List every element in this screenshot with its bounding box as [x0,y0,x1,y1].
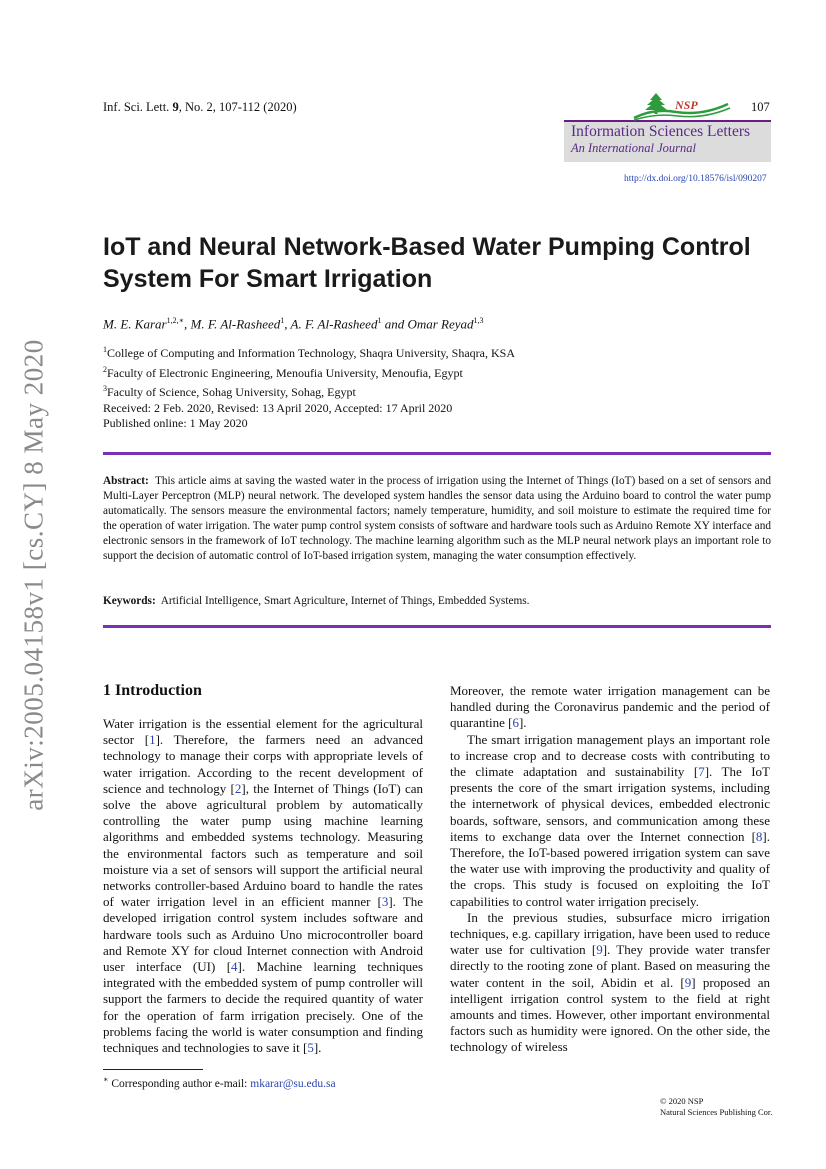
affiliation-number: 1 [103,345,107,354]
paragraph-text: ]. [313,1040,322,1056]
citation-link[interactable]: 7 [698,764,705,780]
paragraph-text: ]. [518,715,527,731]
keywords [103,595,529,607]
citation-link[interactable]: 8 [755,828,763,844]
author-affiliation-marker: 1 [280,316,285,325]
citation-link[interactable]: 6 [512,715,519,731]
citation-link[interactable]: 9 [596,942,603,958]
received-dates: Received: 2 Feb. 2020, Revised: 13 April 2020, Accepted: 17 April 2020 [103,401,453,415]
paragraph-text: ] proposed an intelligent irrigation control system to the field at right amounts and times. However, other important environmental factors such as humidity were ignored. On the other side, the technology of wireless [450,974,770,1055]
copyright-line: © 2020 NSP [660,1096,704,1106]
divider-top [103,452,771,455]
arxiv-id: arXiv:2005.04158v1 [cs.CY] 8 May 2020 [18,339,49,811]
paragraph-text: ]. They provide water transfer directly to the rooting zone of plant. Based on measuring the water content in the soil, Abidin et al. [ [450,942,770,990]
affiliation-text: Faculty of Electronic Engineering, Menoufia University, Menoufia, Egypt [107,365,463,380]
author-name: M. F. Al-Rasheed [190,316,281,332]
author-separator: , [284,316,291,332]
paragraph-text: ]. The IoT presents the core of the smart irrigation systems, including the internetwork of physical devices, embedded electronic boards, software, sensors, and communication among these items to exchange data over the Internet connection [ [450,764,770,844]
abstract-text: This article aims at saving the wasted water in the process of irrigation using the Internet of Things (IoT) based on a set of sensors and Multi-Layer Perceptron (MLP) neural network. The developed system handles the sensor data using the Arduino board to control the water pump automatically. The sensors measure the environmental factors; namely temperature, humidity, and soil moisture to estimate the required time for the operation of water irrigation. The water pump control system consists of software and hardware tools such as Arduino Remote XY interface and electronic sensors in the framework of IoT technology. The machine learning algorithm such as the MLP neural network plays an important role to support the decision of automatic control of IoT-based irrigation system, managing the water consumption effectively. [103,475,771,563]
paragraph-text: ]. Machine learning techniques integrated with the embedded system of pump controller will support the farmers to decide the required quantity of water for the operation of farm irrigation precisely. One of the problems facing the world is water consumption and finding techniques and technologies to save it [ [103,959,424,1056]
nsp-logo [632,90,732,122]
author-name: Omar Reyad [407,316,474,332]
corresponding-email-link[interactable]: mkarar@su.edu.sa [250,1077,336,1090]
paragraph-text: In the previous studies, subsurface micro irrigation techniques, e.g. capillary irrigation, have been used to reduce water use for cultivation [ [450,909,770,958]
publication-dates [103,401,452,431]
footnote [103,1075,336,1090]
right-column [450,683,770,1056]
citation-link[interactable]: 3 [381,894,389,910]
paragraph [450,683,770,732]
abstract-label: Abstract: [103,475,149,487]
affiliation-number: 2 [103,364,107,374]
doi-link[interactable]: http://dx.doi.org/10.18576/isl/090207 [624,174,767,184]
paragraph-text: ]. Therefore, the IoT-based powered irrigation system can save the water use with improving the productivity and quality of the crops. This study is focused on exploiting the IoT capabilities to control water irrigation precisely. [450,828,770,909]
citation-link[interactable]: 2 [234,780,242,796]
journal-ref-suffix: , No. 2, 107-112 (2020) [178,100,297,114]
journal-volume: 9 [172,100,179,114]
affiliation-item [103,362,515,382]
left-column [103,716,423,1056]
paragraph-text: ]. Therefore, the farmers need an advanced technology to manage their corps with appropriate levels of water irrigation. According to the recent development of science and technology [ [103,732,423,796]
author-affiliation-marker: 1 [377,316,382,325]
section-heading: 1 Introduction [103,682,202,699]
paragraph-text: The smart irrigation management plays an important role to increase crop and to decrease costs with contributing to the climate adaptation and sustainability [ [450,731,770,780]
published-online: Published online: 1 May 2020 [103,416,248,430]
journal-reference [103,100,297,115]
journal-name: Information Sciences Letters [571,123,751,140]
footnote-label: Corresponding author e-mail: [108,1077,251,1090]
affiliation-item [103,342,515,362]
abstract [103,474,771,565]
author-list [103,316,484,332]
citation-link[interactable]: 5 [307,1040,314,1056]
svg-text:NSP: NSP [675,98,698,112]
journal-subtitle: An International Journal [571,141,696,155]
affiliation-text: College of Computing and Information Technology, Shaqra University, Shaqra, KSA [107,346,515,360]
paragraph-text: Moreover, the remote water irrigation management can be handled during the Coronavirus pandemic and the period of quarantine [ [450,683,770,731]
paragraph [450,732,770,910]
footnote-marker: ∗ [103,1075,109,1084]
journal-ref-prefix: Inf. Sci. Lett. [103,100,173,114]
page-number: 107 [751,100,770,114]
footnote-rule [103,1069,203,1070]
affiliation-list [103,342,515,401]
publisher-line: Natural Sciences Publishing Cor. [660,1107,773,1117]
author-affiliation-marker: 1,3 [473,316,484,325]
keywords-text: Artificial Intelligence, Smart Agriculture, Internet of Things, Embedded Systems. [160,595,530,607]
paragraph-text: ], the Internet of Things (IoT) can solve the above agricultural problem by automatically controlling the water pump using machine learning algorithms and embedded systems technology. Measuring the environmental factors such as temperature and soil moisture via a set of sensors will support the artificial neural networks controller-based Arduino board to handle the rates of water irrigation level in an efficient manner [ [103,780,423,910]
citation-link[interactable]: 4 [231,959,238,975]
paragraph-text: Water irrigation is the essential element for the agricultural sector [ [103,716,423,748]
citation-link[interactable]: 1 [149,732,156,748]
author-name: A. F. Al-Rasheed [290,316,378,332]
paper-title: IoT and Neural Network-Based Water Pumping Control System For Smart Irrigation [103,233,751,293]
author-affiliation-marker: 1,2,∗ [166,316,184,325]
citation-link[interactable]: 9 [684,974,692,990]
author-separator: , [184,316,191,332]
paragraph-text: ]. The developed irrigation control system includes software and hardware tools such as Arduino Uno microcontroller board and Remote XY for cloud Internet connection with Android user interface (UI) [ [103,894,423,975]
paragraph [450,910,770,1056]
copyright-notice [660,1096,772,1118]
affiliation-text: Faculty of Science, Sohag University, Sohag, Egypt [107,385,356,399]
divider-bottom [103,625,771,628]
arxiv-stamp [14,335,54,815]
paragraph [103,716,423,1056]
author-separator: and [381,316,408,332]
nsp-logo-graphic [632,90,732,122]
author-name: M. E. Karar [103,316,167,332]
affiliation-number: 3 [103,384,107,393]
affiliation-item [103,381,515,401]
keywords-label: Keywords: [103,595,156,607]
